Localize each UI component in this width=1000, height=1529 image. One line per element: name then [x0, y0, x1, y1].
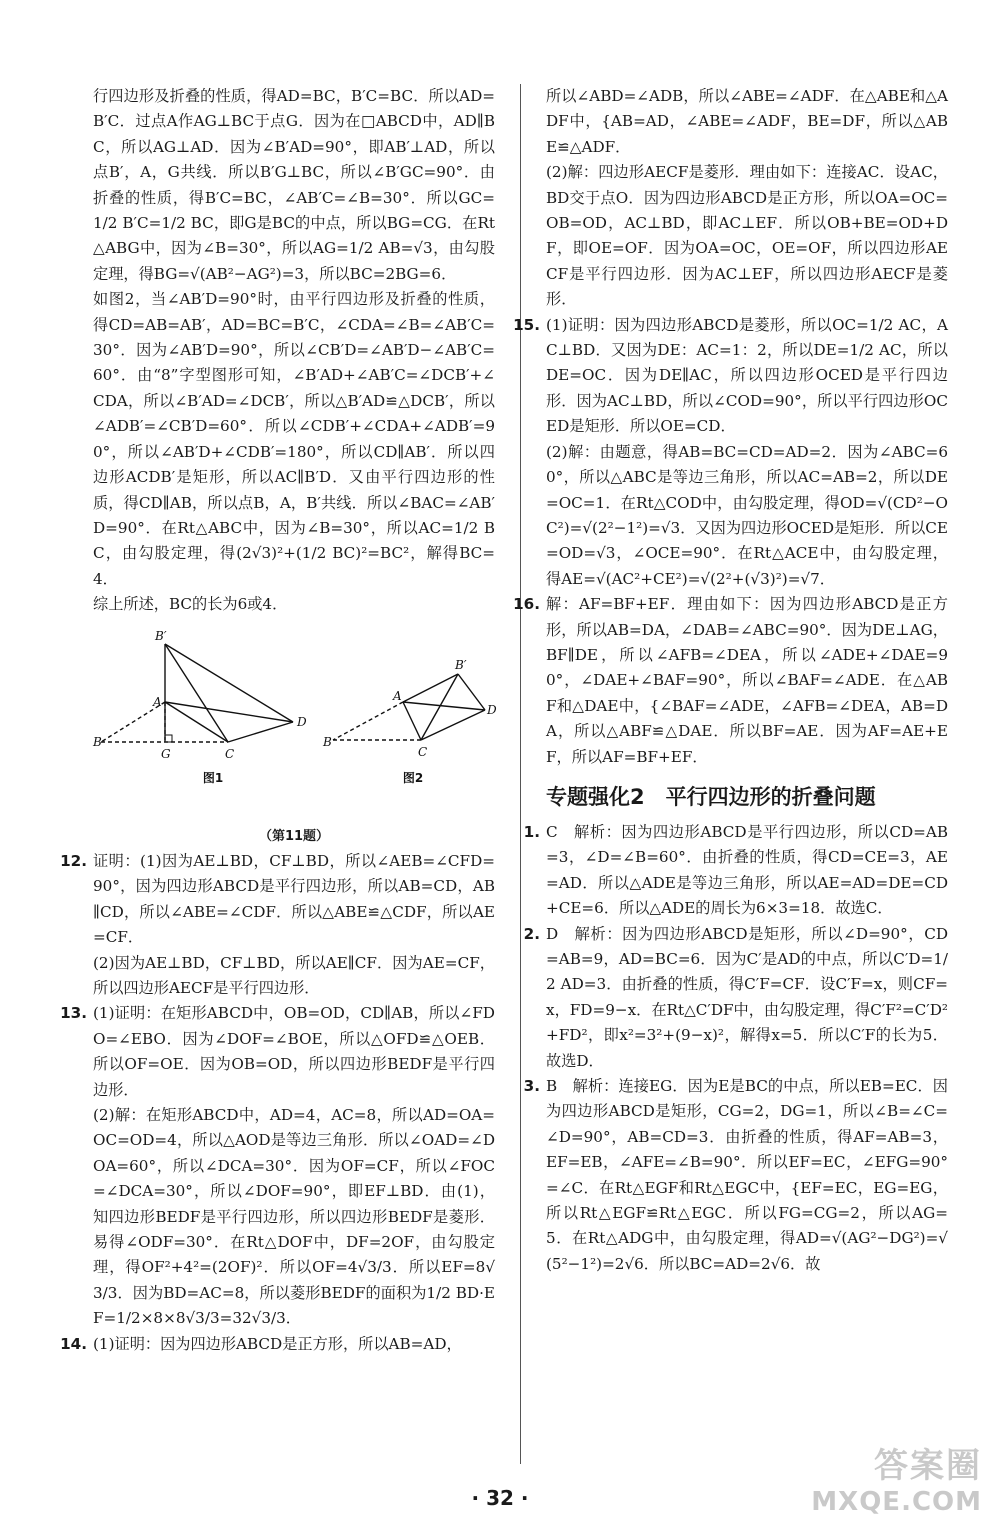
- watermark-line2: MXQE.COM: [811, 1487, 982, 1517]
- watermark-line1: 答案圈: [874, 1446, 982, 1486]
- figure-caption: （第11题）: [258, 828, 330, 844]
- solution-q16-text: 解：AF=BF+EF．理由如下：因为四边形ABCD是正方形，所以AB=DA，∠DAB=∠ABC=90°．因为DE⊥AG，BF∥DE，所以∠AFB=∠DEA，所以∠ADE+∠DAE=90°，∠DAE+∠BAF=90°，所以∠BAF=∠ADE．在△ABF和△DAE中，{∠BAF=∠ADE，∠AFB=∠DEA，AB=DA，所以△ABF≌△DAE．所以BF=AE．因为AF=AE+EF，所以AF=BF+EF．: [546, 595, 948, 766]
- figure-1-diagram: [101, 644, 293, 742]
- figure-2-label: 图2: [402, 770, 424, 785]
- solution-q14-part2: (2)解：四边形AECF是菱形．理由如下：连接AC．设AC，BD交于点O．因为四边形ABCD是正方形，所以OA=OC=OB=OD，AC⊥BD，即AC⊥EF．所以OB+BE=OD+DF，即OE=OF．因为OA=OC，OE=OF，所以四边形AECF是平行四边形．因为AC⊥EF，所以四边形AECF是菱形．: [546, 163, 948, 309]
- label-Bprime-2: B′: [455, 657, 467, 672]
- solution-q14: [60, 1332, 495, 1357]
- solution-q14-continued: 所以∠ABD=∠ADB，所以∠ABE=∠ADF．在△ABE和△ADF中，{AB=AD，∠ABE=∠ADF，BE=DF，所以△ABE≌△ADF．: [546, 87, 948, 156]
- section-item-2: [523, 922, 948, 1074]
- solution-q11-conclusion: 综上所述，BC的长为6或4．: [93, 595, 288, 614]
- label-A-2: A: [393, 688, 402, 703]
- question-number: 16.: [513, 595, 540, 614]
- label-D-2: D: [487, 702, 497, 717]
- solution-q15-part2: (2)解：由题意，得AB=BC=CD=AD=2．因为∠ABC=60°，所以△ABC是等边三角形，所以AC=AB=2，所以DE=OC=1．在Rt△COD中，由勾股定理，得OD=√(CD²−OC²)=√(2²−1²)=√3．又因为四边形OCED是矩形．所以CE=OD=√3，∠OCE=90°．在Rt△ACE中，由勾股定理，得AE=√(AC²+CE²)=√(2²+(√3)²)=√7．: [546, 442, 948, 588]
- watermark-logo: [811, 1438, 982, 1517]
- label-Bprime-1: B′: [155, 628, 167, 643]
- solution-q12-part1: 证明：(1)因为AE⊥BD，CF⊥BD，所以∠AEB=∠CFD=90°，因为四边形ABCD是平行四边形，所以AB=CD，AB∥CD，所以∠ABE=∠CDF．所以△ABE≌△CDF，所以AE=CF．: [93, 851, 495, 947]
- solution-q11-part2: 如图2，当∠AB′D=90°时，由平行四边形及折叠的性质，得CD=AB=AB′，AD=BC=B′C，∠CDA=∠B=∠AB′C=30°．因为∠AB′D=90°，所以∠CB′D=∠AB′D−∠AB′C=60°．由“8”字型图形可知，∠B′AD+∠AB′C=∠DCB′+∠CDA，所以∠B′AD=∠DCB′，所以△B′AD≌△DCB′，所以∠ADB′=∠CB′D=60°．所以∠CDB′+∠CDA+∠ADB′=90°，所以∠AB′D+∠CDB′=180°，所以CD∥AB′．所以四边形ACDB′是矩形，所以AC∥B′D．又由平行四边形的性质，得CD∥AB，所以点B，A，B′共线．所以∠BAC=∠AB′D=90°．在Rt△ABC中，因为∠B=30°，所以AC=1/2 BC，由勾股定理，得(2√3)²+(1/2 BC)²=BC²，解得BC=4．: [93, 290, 495, 588]
- column-divider: [520, 84, 521, 1464]
- figure-q11: [93, 622, 495, 822]
- question-number: 14.: [60, 1334, 87, 1353]
- figure-q11-svg: [93, 622, 495, 802]
- solution-q11-part1: 行四边形及折叠的性质，得AD=BC，B′C=BC．所以AD=B′C．过点A作AG⊥BC于点G．因为在□ABCD中，AD∥BC，所以AG⊥AD．因为∠B′AD=90°，即AB′⊥AD，所以点B′，A，G共线．所以B′G⊥BC，所以∠B′GC=90°．由折叠的性质，得B′C=BC，∠AB′C=∠B=30°．所以GC=1/2 B′C=1/2 BC，即G是BC的中点，所以BG=CG．在Rt△ABG中，因为∠B=30°，所以AG=1/2 AB=√3，由勾股定理，得BG=√(AB²−AG²)=3，所以BC=2BG=6．: [93, 87, 495, 283]
- label-B-1: B: [93, 734, 102, 749]
- figure-2-diagram: [333, 674, 485, 740]
- solution-q15: [513, 313, 948, 592]
- solution-q14-part1: (1)证明：因为四边形ABCD是正方形，所以AB=AD，: [93, 1334, 462, 1353]
- question-number: 1.: [523, 822, 540, 841]
- label-G-1: G: [161, 746, 171, 761]
- solution-q15-part1: (1)证明：因为四边形ABCD是菱形，所以OC=1/2 AC，AC⊥BD．又因为DE：AC=1：2，所以DE=1/2 AC，所以DE=OC．因为DE∥AC，所以四边形OCED是平行四边形．因为AC⊥BD，所以∠COD=90°，所以平行四边形OCED是矩形．所以OE=CD．: [546, 315, 948, 436]
- figure-1-label: 图1: [202, 770, 224, 785]
- section-item-1: [523, 820, 948, 922]
- page-number: · 32 ·: [471, 1486, 529, 1510]
- section-item-1-text: C 解析：因为四边形ABCD是平行四边形，所以CD=AB=3，∠D=∠B=60°．由折叠的性质，得CD=CE=3，AE=AD．所以△ADE是等边三角形，所以AE=AD=DE=CD+CE=6．所以△ADE的周长为6×3=18．故选C．: [546, 822, 948, 918]
- solution-q13-part1: (1)证明：在矩形ABCD中，OB=OD，CD∥AB，所以∠FDO=∠EBO．因为∠DOF=∠BOE，所以△OFD≌△OEB．所以OF=OE．因为OB=OD，所以四边形BEDF是平行四边形．: [93, 1004, 495, 1099]
- solution-q12-part2: (2)因为AE⊥BD，CF⊥BD，所以AE∥CF．因为AE=CF，所以四边形AECF是平行四边形．: [93, 953, 495, 997]
- section-title: 专题强化2 平行四边形的折叠问题: [546, 784, 876, 809]
- solution-q13-part2: (2)解：在矩形ABCD中，AD=4，AC=8，所以AD=OA=OC=OD=4，所以△AOD是等边三角形．所以∠OAD=∠DOA=60°，所以∠DCA=30°．因为OF=CF，所以∠FOC=∠DCA=30°，所以∠DOF=90°，即EF⊥BD．由(1)，知四边形BEDF是平行四边形，所以四边形BEDF是菱形．易得∠ODF=30°．在Rt△DOF中，DF=2OF，由勾股定理，得OF²+4²=(2OF)²．所以OF=4√3/3．所以EF=8√3/3．因为BD=AC=8，所以菱形BEDF的面积为1/2 BD·EF=1/2×8×8√3/3=32√3/3．: [93, 1106, 495, 1328]
- solution-q12: [60, 849, 495, 1001]
- question-number: 3.: [523, 1077, 540, 1096]
- label-A-1: A: [153, 694, 162, 709]
- right-column: [513, 84, 948, 1277]
- section-item-3-text: B 解析：连接EG．因为E是BC的中点，所以EB=EC．因为四边形ABCD是矩形，CG=2，DG=1，所以∠B=∠C=∠D=90°，AB=CD=3．由折叠的性质，得AF=AB=3，EF=EB，∠AFE=∠B=90°．所以EF=EC，∠EFG=90°=∠C．在Rt△EGF和Rt△EGC中，{EF=EC，EG=EG，所以Rt△EGF≌Rt△EGC．所以FG=CG=2，所以AG=5．在Rt△ADG中，由勾股定理，得AD=√(AG²−DG²)=√(5²−1²)=2√6．所以BC=AD=2√6．故: [546, 1077, 948, 1273]
- label-B-2: B: [323, 734, 332, 749]
- section-item-2-text: D 解析：因为四边形ABCD是矩形，所以∠D=90°，CD=AB=9，AD=BC=6．因为C′是AD的中点，所以C′D=1/2 AD=3．由折叠的性质，得C′F=CF．设C′F=x，则CF=x，FD=9−x．在Rt△C′DF中，由勾股定理，得C′F²=C′D²+FD²，即x²=3²+(9−x)²，解得x=5．所以C′F的长为5．故选D．: [546, 924, 948, 1070]
- label-D-1: D: [297, 714, 307, 729]
- left-column: [60, 84, 497, 1357]
- label-C-1: C: [225, 746, 235, 761]
- solution-q13: [60, 1001, 495, 1331]
- label-C-2: C: [418, 744, 428, 759]
- question-number: 13.: [60, 1004, 87, 1023]
- question-number: 12.: [60, 851, 87, 870]
- solution-q16: [513, 592, 948, 770]
- question-number: 2.: [523, 924, 540, 943]
- question-number: 15.: [513, 315, 540, 334]
- section-item-3: [523, 1074, 948, 1277]
